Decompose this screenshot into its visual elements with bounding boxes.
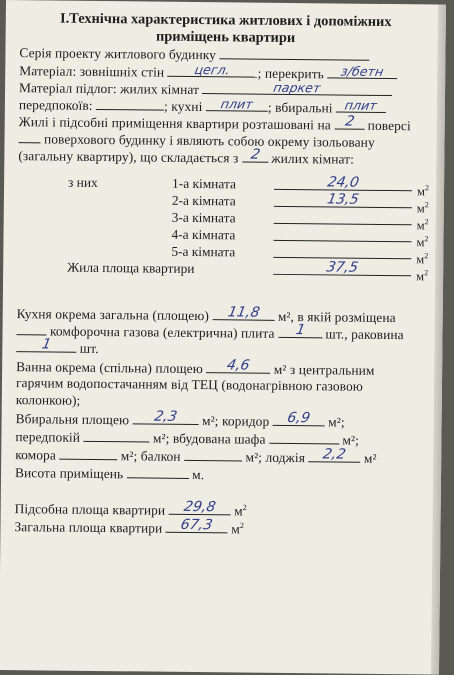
height-field <box>127 465 189 479</box>
bath-field <box>336 99 386 113</box>
location-text-4: (загальну квартиру), що складається з <box>18 148 239 166</box>
location-text-1: Жилі і підсобні приміщення квартири розташовані на <box>18 114 331 133</box>
room-5-unit: $м^2$ <box>416 251 429 267</box>
location-text-5: жилих кімнат: <box>271 150 355 167</box>
room-2-unit: $м^2$ <box>416 200 429 216</box>
sink-tail: шт. <box>79 340 99 356</box>
corridor-label: м²; коридор <box>201 413 270 429</box>
bath-area-value: 4,6 <box>225 357 252 374</box>
storage-label: комора <box>15 447 57 463</box>
total-area-unit: $м^2$ <box>231 521 245 537</box>
location-text-2: поверсі <box>367 117 411 134</box>
bath-line-3: колонкою); <box>15 392 81 408</box>
kitchen-field <box>206 98 268 112</box>
rooms-count-value: 2 <box>249 146 262 163</box>
toilet-area-field <box>133 408 199 425</box>
loggia-tail: м² <box>363 450 377 466</box>
series-blank <box>219 46 369 61</box>
room-4-unit: $м^2$ <box>416 234 429 250</box>
wardrobe-tail: м²; <box>342 432 360 448</box>
hall-line <box>15 428 359 449</box>
stove-count-field <box>278 322 322 339</box>
corridor-area-field <box>273 409 325 427</box>
location-text-3: поверхового будинку і являють собою окрему ізольовану <box>43 131 375 150</box>
room-1-value: 24,0 <box>326 174 361 191</box>
living-area-field <box>273 260 411 276</box>
wardrobe-label: м²; вбудована шафа <box>152 430 266 447</box>
rooms-count-field <box>242 146 268 163</box>
section-title: I.Технічна характеристика житлових і допоміжних <box>59 10 392 31</box>
bath-value: плит <box>343 97 379 113</box>
walls-value: цегл. <box>193 61 232 78</box>
floors-field <box>202 81 392 96</box>
living-area-unit: $м^2$ <box>416 268 429 284</box>
walls-label: Матеріал: зовнішніх стін <box>19 63 165 80</box>
floor-number-field <box>334 113 364 130</box>
ceilings-field <box>327 65 397 79</box>
floors-label: Матеріал підлог: жилих кімнат <box>19 80 200 98</box>
series-label: Серія проекту житлового будинку <box>19 45 217 63</box>
room-3-unit: $м^2$ <box>416 217 429 233</box>
corridor-area-value: 6,9 <box>286 409 312 427</box>
bath-label: ; вбиральні <box>267 99 333 116</box>
loggia-label: м²; лоджія <box>245 449 306 466</box>
total-area-field <box>166 516 228 534</box>
room-5-field <box>273 243 411 259</box>
hall-area-field <box>83 429 149 443</box>
room-2-label: 2-а кімната <box>171 192 236 209</box>
bath-area-field <box>206 357 270 374</box>
storage-area-field <box>59 447 117 461</box>
page-edge <box>431 5 446 675</box>
kitchen-value: плит <box>219 96 255 112</box>
storeys-field <box>19 130 41 143</box>
room-4-label: 4-а кімната <box>171 226 236 243</box>
total-area-line <box>14 518 244 537</box>
height-tail: м. <box>192 466 205 483</box>
hall-label: передпокій <box>15 429 81 445</box>
loggia-area-value: 2,2 <box>321 446 348 463</box>
wardrobe-area-field <box>269 431 339 445</box>
height-label: Висота приміщень <box>14 465 124 482</box>
ceilings-label: ; перекрить <box>257 65 324 82</box>
ceilings-value: з/бетн <box>339 63 385 79</box>
sink-line <box>16 336 99 357</box>
of-them-label: з них <box>68 174 98 190</box>
living-area-value: 37,5 <box>325 259 360 276</box>
kitchen-area-tail: м², в якій розміщена <box>277 308 396 326</box>
aux-area-label: Підсобна площа квартири <box>14 501 166 518</box>
stove-count-value: 1 <box>294 322 307 339</box>
stove-tail: шт., раковина <box>325 326 404 343</box>
room-3-label: 3-а кімната <box>171 209 236 226</box>
aux-area-unit: $м^2$ <box>234 503 247 519</box>
room-1-field <box>274 175 412 191</box>
total-area-value: 67,3 <box>179 516 215 534</box>
toilet-line <box>16 410 345 430</box>
kitchen-area-field <box>212 304 274 321</box>
floor-number-value: 2 <box>343 113 356 130</box>
toilet-area-value: 2,3 <box>152 408 179 425</box>
living-area-label: Жила площа квартири <box>67 259 195 276</box>
section-title-line2: приміщень квартири <box>155 28 296 47</box>
aux-area-field <box>169 498 231 516</box>
total-area-label: Загальна площа квартири <box>14 519 163 536</box>
kitchen-label: ; кухні <box>164 98 203 115</box>
stove-burners-field <box>16 322 46 335</box>
balcony-area-field <box>184 448 242 462</box>
hallway-field <box>96 97 164 111</box>
floors-value: паркет <box>272 79 323 96</box>
room-2-field <box>274 192 412 208</box>
walls-field <box>168 61 258 78</box>
corridor-tail: м²; <box>328 414 345 430</box>
bath-area-label: Ванна окрема (спільна) площею <box>16 359 203 377</box>
room-1-unit: $м^2$ <box>416 183 430 199</box>
location-line-3 <box>18 147 354 168</box>
room-4-field <box>273 226 411 242</box>
height-line <box>15 464 204 483</box>
room-1-label: 1-а кімната <box>172 175 237 192</box>
kitchen-area-value: 11,8 <box>226 304 261 321</box>
balcony-label: м²; балкон <box>120 448 181 464</box>
bath-line-2: гарячим водопостачанням від ТЕЦ (водонагрівною газовою <box>15 375 363 394</box>
room-5-label: 5-а кімната <box>171 243 236 260</box>
room-2-value: 13,5 <box>325 191 361 208</box>
kitchen-area-label: Кухня окрема загальна (площею) <box>16 306 210 324</box>
aux-area-value: 29,8 <box>182 498 218 516</box>
sink-count-field <box>16 336 76 353</box>
hallway-label: передпокоїв: <box>18 97 93 113</box>
toilet-label: Вбиральня площею <box>15 411 130 428</box>
room-3-field <box>274 209 412 225</box>
sink-count-value: 1 <box>40 336 53 353</box>
loggia-area-field <box>308 446 360 463</box>
bath-area-tail: м² з центральним <box>273 361 375 378</box>
stove-label: комфорочна газова (електрична) плита <box>49 323 275 341</box>
